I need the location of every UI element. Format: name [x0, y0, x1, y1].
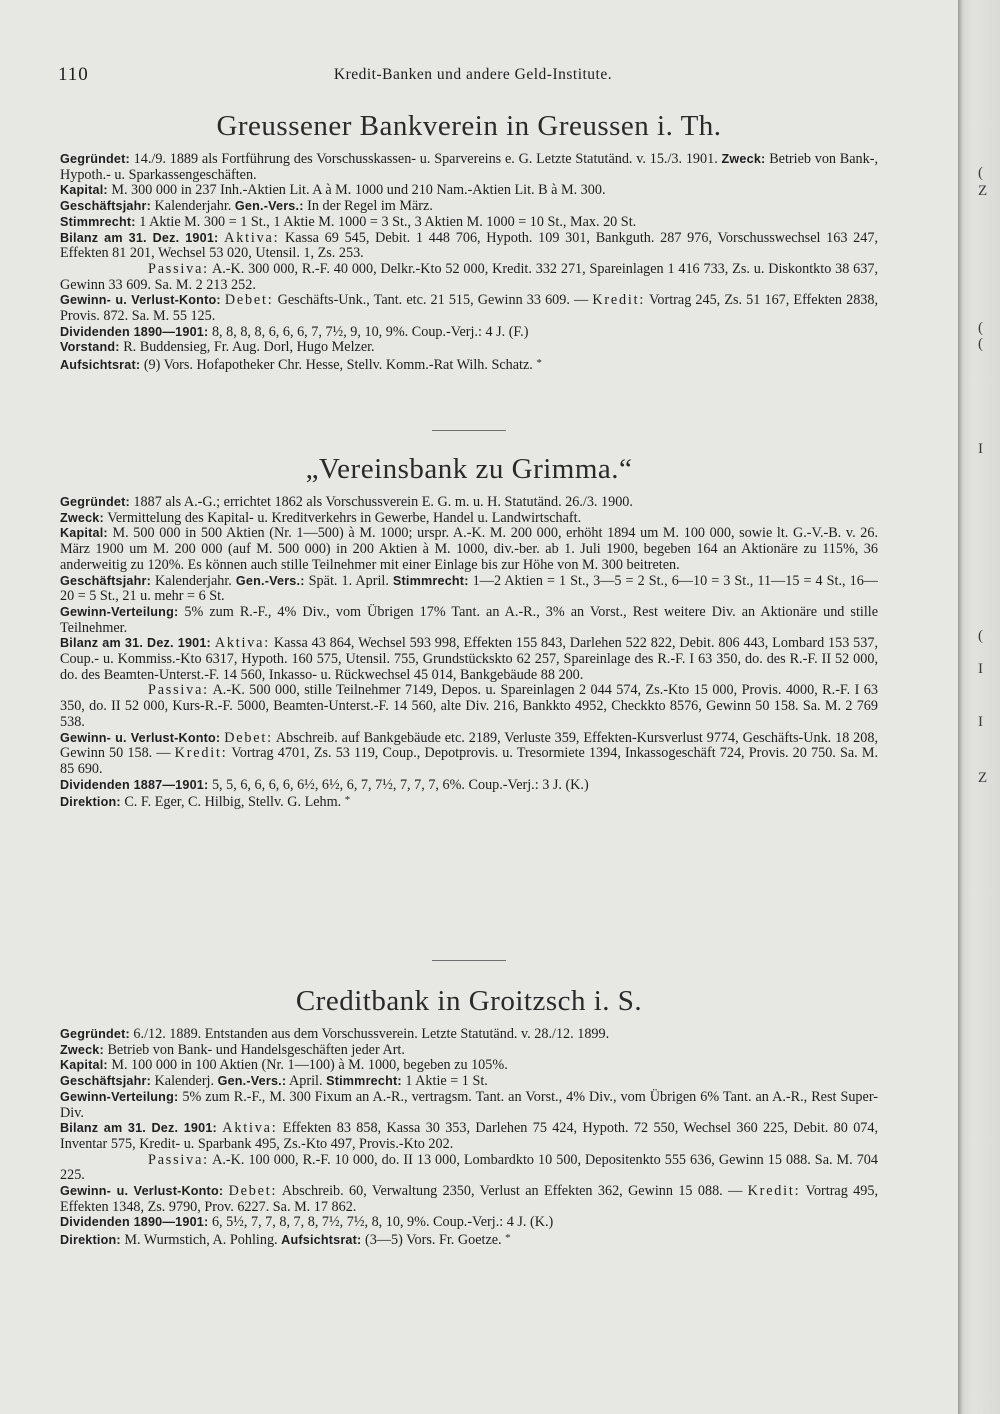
entry-direktion: Direktion: C. F. Eger, C. Hilbig, Stellv. G. Lehm. * [60, 794, 351, 811]
entry-kapital: Kapital: M. 300 000 in 237 Inh.-Aktien Lit. A à M. 1000 und 210 Nam.-Aktien Lit. B à M. 300. [60, 182, 606, 199]
entry-kapital: Kapital: M. 100 000 in 100 Aktien (Nr. 1—100) à M. 1000, begeben zu 105%. [60, 1057, 508, 1074]
margin-mark: ( [978, 320, 983, 336]
divider [432, 430, 506, 431]
section-groitzsch [60, 985, 878, 1249]
entry-dividenden: Dividenden 1890—1901: 6, 5½, 7, 7, 8, 7, 8, 7½, 7½, 8, 10, 9%. Coup.-Verj.: 4 J. (K.) [60, 1214, 554, 1231]
margin-mark: I [978, 441, 983, 457]
margin-mark: I [978, 714, 983, 730]
margin-mark: ( [978, 628, 983, 644]
divider [432, 960, 506, 961]
running-header [58, 64, 888, 88]
entry-stimmrecht: Stimmrecht: 1 Aktie M. 300 = 1 St., 1 Aktie M. 1000 = 3 St., 3 Aktien M. 1000 = 10 St., Max. 20 St. [60, 213, 637, 230]
entry-aufsichtsrat: Aufsichtsrat: (9) Vors. Hofapotheker Chr. Hesse, Stellv. Komm.-Rat Wilh. Schatz. * [60, 357, 542, 374]
section-title: Creditbank in Groitzsch i. S. [295, 985, 643, 1017]
entry-geschaeftsjahr: Geschäftsjahr: Kalenderj. Gen.-Vers.: April. Stimmrecht: 1 Aktie = 1 St. [60, 1073, 488, 1090]
margin-mark: ( [978, 336, 983, 352]
entry-bilanz: Bilanz am 31. Dez. 1901: Aktiva: Effekten 83 858, Kassa 30 353, Darlehen 75 424, Hypoth. 72 550, Wechsel 360 225, Debit. 80 074, Inventar 575, Kredit- u. Sparbank 495, Zs.-Kto 497, Provis.-Kto 202. Passiva: A.-K. 100 000, R.-F. 10 000, do. II 13 000, Lombardkto 10 500, Depositenkto 555 636, Gewinn 15 088. Sa. M. 704 225. [60, 1120, 879, 1184]
section-title: Greussener Bankverein in Greussen i. Th. [216, 110, 722, 142]
margin-mark: Z [978, 183, 988, 199]
entry-zweck: Zweck: Vermittelung des Kapital- u. Kreditverkehrs in Gewerbe, Handel u. Landwirtschaft. [60, 509, 582, 526]
entry-gegruendet: Gegründet: 1887 als A.-G.; errichtet 1862 als Vorschussverein E. G. m. u. H. Statutänd. 26./3. 1900. [60, 494, 633, 510]
entry-kapital: Kapital: M. 500 000 in 500 Aktien (Nr. 1—500) à M. 1000; urspr. A.-K. M. 200 000, erhöht 1894 um M. 100 000, sowie lt. G.-V.-B. v. 26. März 1900 um M. 200 000 (auf M. 500 000) in 200 Aktien à M. 1000, div.-ber. ab 1. Juli 1900, begeben 164 an Aktionäre zu 115%, 36 anderweitig zu 120%. Es können auch stille Teilnehmer mit einer Einlage bis zur Höhe von M. 300 beitreten. [60, 525, 879, 573]
entry-gewinnverteilung: Gewinn-Verteilung: 5% zum R.-F., M. 300 Fixum an A.-R., vertragsm. Tant. an Vorst., 4% Div., vom Übrigen 6% Tant. an A.-R., Rest Super-Div. [60, 1088, 878, 1121]
entry-gewinnverteilung: Gewinn-Verteilung: 5% zum R.-F., 4% Div., vom Übrigen 17% Tant. an A.-R., 3% an Vorst., Rest weitere Div. an Aktionäre und stille Teilnehmer. [60, 603, 879, 636]
entry-gegruendet: Gegründet: 6./12. 1889. Entstanden aus dem Vorschussverein. Letzte Statutänd. v. 28./12. 1899. [60, 1026, 610, 1042]
section-greussen [60, 110, 878, 374]
margin-mark: ( [978, 165, 983, 181]
section-grimma [60, 453, 878, 811]
entry-dividenden: Dividenden 1890—1901: 8, 8, 8, 8, 6, 6, 6, 7, 7½, 9, 10, 9%. Coup.-Verj.: 4 J. (F.) [60, 323, 529, 340]
entry-dividenden: Dividenden 1887—1901: 5, 5, 6, 6, 6, 6, 6½, 6½, 6, 7, 7½, 7, 7, 7, 6%. Coup.-Verj.: 3 J. (K.) [60, 776, 589, 793]
entry-zweck: Zweck: Betrieb von Bank- und Handelsgeschäften jeder Art. [60, 1041, 405, 1058]
entry-direktion: Direktion: M. Wurmstich, A. Pohling. Aufsichtsrat: (3—5) Vors. Fr. Goetze. * [60, 1232, 511, 1249]
section-title: „Vereinsbank zu Grimma.“ [305, 453, 633, 485]
page-number: 110 [58, 64, 89, 85]
entry-guv: Gewinn- u. Verlust-Konto: Debet: Abschreib. auf Bankgebäude etc. 2189, Verluste 359, Effekten-Kursverlust 9774, Geschäfts-Unk. 18 208, Gewinn 50 158. — Kredit: Vortrag 4701, Zs. 53 119, Coup., Depotprovis. u. Tresormiete 1394, Inkassogeschäft 724, Provis. 20 750. Sa. M. 85 690. [60, 729, 878, 777]
entry-guv: Gewinn- u. Verlust-Konto: Debet: Abschreib. 60, Verwaltung 2350, Verlust an Effekten 362, Gewinn 15 088. — Kredit: Vortrag 495, Effekten 1348, Zs. 9790, Prov. 6227. Sa. M. 17 862. [60, 1183, 879, 1215]
entry-gegruendet: Gegründet: 14./9. 1889 als Fortführung des Vorschusskassen- u. Sparvereins e. G. Letzte Statutänd. v. 15./3. 1901. Zweck: Betrieb von Bank-, Hypoth.- u. Sparkassengeschäften. [60, 151, 879, 183]
entry-geschaeftsjahr: Geschäftsjahr: Kalenderjahr. Gen.-Vers.: In der Regel im März. [60, 198, 433, 215]
next-page-edge [958, 0, 1000, 1414]
entry-bilanz: Bilanz am 31. Dez. 1901: Aktiva: Kassa 43 864, Wechsel 593 998, Effekten 155 843, Darlehen 522 822, Debit. 806 443, Lombard 153 537, Coup.- u. Kommiss.-Kto 6317, Hypoth. 160 575, Utensil. 755, Grundstückskto 62 257, Spareinlage des R.-F. I 63 350, do. des R.-F. II 52 000, do. des Beamten-Unterst.-F. 14 560, Inkasso- u. Rückwechsel 45 014, Bankgebäude 88 200. Passiva: A.-K. 500 000, stille Teilnehmer 7149, Depos. u. Spareinlagen 2 044 574, Zs.-Kto 15 000, Provis. 4000, R.-F. I 63 350, do. II 52 000, Kurs-R.-F. 5000, Beamten-Unterst.-F. 14 560, alte Div. 216, Bankkto 4952, Checkkto 8576, Gewinn 50 158. Sa. M. 2 769 538. [60, 635, 879, 730]
entry-geschaeftsjahr: Geschäftsjahr: Kalenderjahr. Gen.-Vers.: Spät. 1. April. Stimmrecht: 1—2 Aktien = 1 St., 3—5 = 2 St., 6—10 = 3 St., 11—15 = 4 St., 16—20 = 5 St., 21 u. mehr = 6 St. [60, 572, 878, 605]
running-title: Kredit-Banken und andere Geld-Institute. [333, 66, 613, 83]
entry-bilanz: Bilanz am 31. Dez. 1901: Aktiva: Kassa 69 545, Debit. 1 448 706, Hypoth. 109 301, Bankguth. 287 976, Vorschusswechsel 163 247, Effekten 81 201, Wechsel 53 020, Utensil. 1, Zs. 253. Passiva: A.-K. 300 000, R.-F. 40 000, Delkr.-Kto 52 000, Kredit. 332 271, Spareinlagen 1 416 733, Zs. u. Diskontkto 38 637, Gewinn 33 609. Sa. M. 2 213 252. [60, 229, 879, 293]
entry-vorstand: Vorstand: R. Buddensieg, Fr. Aug. Dorl, Hugo Melzer. [60, 339, 375, 356]
entry-guv: Gewinn- u. Verlust-Konto: Debet: Geschäfts-Unk., Tant. etc. 21 515, Gewinn 33 609. — Kredit: Vortrag 245, Zs. 51 167, Effekten 2838, Provis. 872. Sa. M. 55 125. [60, 292, 879, 325]
margin-mark: Z [978, 770, 988, 786]
margin-mark: I [978, 661, 983, 677]
